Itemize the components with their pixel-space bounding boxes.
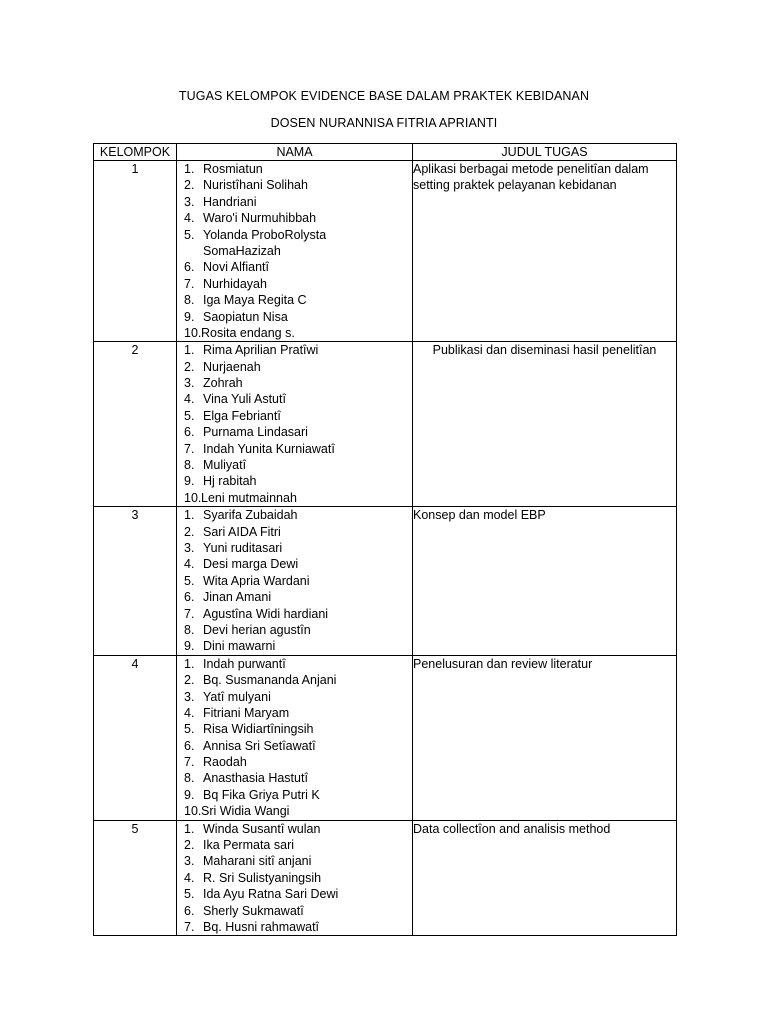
member-item (177, 589, 412, 605)
member-number: 5. (184, 722, 195, 737)
kelompok-number: 3 (94, 507, 177, 656)
judul-tugas: Penelusuran dan review literatur (413, 655, 677, 820)
member-name: Risa Widiartȋningsih (203, 722, 314, 737)
member-name: Devi herian agustȋn (203, 622, 311, 637)
kelompok-number: 4 (94, 655, 177, 820)
member-number: 8. (184, 771, 195, 786)
member-number: 3. (184, 854, 195, 869)
member-number: 3. (184, 540, 195, 555)
member-number: 6. (184, 903, 195, 918)
member-item (177, 638, 412, 654)
member-item (177, 210, 412, 226)
kelompok-number: 2 (94, 342, 177, 507)
member-name: Annisa Sri Setȋawatȋ (203, 738, 316, 753)
member-name: Iga Maya Regita C (203, 293, 307, 308)
member-item (177, 359, 412, 375)
member-item (177, 292, 412, 308)
member-name: Indah purwantȋ (203, 656, 286, 671)
member-item (177, 177, 412, 193)
member-item (177, 803, 412, 819)
member-number: 10. (184, 804, 202, 819)
member-item (177, 870, 412, 886)
member-item (177, 227, 412, 243)
member-item (177, 656, 412, 672)
member-number: 4. (184, 705, 195, 720)
member-number: 2. (184, 178, 195, 193)
member-name: Rosmiatun (203, 162, 263, 176)
member-number: 9. (184, 474, 195, 489)
group-row (94, 342, 677, 507)
member-name: Saopiatun Nisa (203, 309, 288, 324)
member-item (177, 490, 412, 506)
member-name: Bq Fika Griya Putri K (203, 787, 320, 802)
header-kelompok: KELOMPOK (94, 144, 177, 161)
member-number: 1. (184, 343, 195, 358)
member-name: Winda Susantȋ wulan (203, 821, 321, 836)
group-row (94, 655, 677, 820)
member-number: 7. (184, 919, 195, 934)
member-name: Handriani (203, 194, 257, 209)
header-judul: JUDUL TUGAS (413, 144, 677, 161)
member-name: Leni mutmainnah (201, 490, 297, 505)
member-name: Purnama Lindasari (203, 425, 308, 440)
member-number: 6. (184, 260, 195, 275)
member-list-cell (177, 655, 413, 820)
member-number: 1. (184, 821, 195, 836)
member-number: 5. (184, 887, 195, 902)
group-row (94, 161, 677, 342)
member-item (177, 738, 412, 754)
member-item (177, 473, 412, 489)
member-number: 4. (184, 870, 195, 885)
member-name: Nuristȋhani Solihah (203, 178, 308, 193)
member-name: Zohrah (203, 376, 243, 391)
document-subtitle: DOSEN NURANNISA FITRIA APRIANTI (270, 116, 498, 130)
member-number: 6. (184, 425, 195, 440)
member-name: Novi Alfiantȋ (203, 260, 270, 275)
member-number: 3. (184, 376, 195, 391)
member-item (177, 721, 412, 737)
member-item (177, 622, 412, 638)
member-name: Indah Yunita Kurniawatȋ (203, 441, 335, 456)
member-item (177, 375, 412, 391)
member-name: Ika Permata sari (203, 838, 295, 853)
member-number: 2. (184, 359, 195, 374)
member-item (177, 342, 412, 358)
member-item (177, 770, 412, 786)
member-number: 3. (184, 689, 195, 704)
member-name: Anasthasia Hastutȋ (203, 771, 308, 786)
member-number: 5. (184, 227, 195, 242)
member-number: 9. (184, 639, 195, 654)
kelompok-number: 1 (94, 161, 177, 342)
member-number: 5. (184, 573, 195, 588)
member-item (177, 276, 412, 292)
member-number: 9. (184, 787, 195, 802)
judul-tugas: Konsep dan model EBP (413, 507, 677, 656)
judul-tugas: Data collectȋon and analisis method (413, 820, 677, 936)
header-nama: NAMA (177, 144, 413, 161)
member-name: SomaHazizah (203, 243, 281, 258)
member-number: 10. (184, 490, 202, 505)
member-name: Syarifa Zubaidah (203, 508, 298, 523)
member-number: 1. (184, 508, 195, 523)
member-name: Wita Apria Wardani (203, 573, 310, 588)
member-number: 7. (184, 441, 195, 456)
member-number: 8. (184, 458, 195, 473)
kelompok-number: 5 (94, 820, 177, 936)
member-item (177, 821, 412, 837)
member-list-cell (177, 342, 413, 507)
member-item (177, 391, 412, 407)
member-name: Yuni ruditasari (203, 540, 283, 555)
member-name: Sari AIDA Fitri (203, 524, 281, 539)
member-number: 3. (184, 194, 195, 209)
member-item (177, 424, 412, 440)
member-item (177, 754, 412, 770)
member-number: 4. (184, 392, 195, 407)
member-item (177, 309, 412, 325)
member-number: 5. (184, 408, 195, 423)
member-list-cell (177, 161, 413, 342)
member-item (177, 457, 412, 473)
group-row (94, 820, 677, 936)
member-list-cell (177, 820, 413, 936)
member-name: Desi marga Dewi (203, 557, 299, 572)
member-number: 7. (184, 276, 195, 291)
member-number: 2. (184, 524, 195, 539)
member-item (177, 672, 412, 688)
member-number: 7. (184, 606, 195, 621)
member-name: Sri Widia Wangi (201, 804, 290, 819)
member-number: 2. (184, 673, 195, 688)
member-name: Vina Yuli Astutȋ (203, 392, 286, 407)
member-number: 7. (184, 755, 195, 770)
member-item (177, 507, 412, 523)
member-name: Muliyatȋ (203, 458, 247, 473)
member-name: Sherly Sukmawatȋ (203, 903, 304, 918)
document-title: TUGAS KELOMPOK EVIDENCE BASE DALAM PRAKTEK KEBIDANAN (178, 89, 590, 103)
member-item (177, 919, 412, 935)
member-name: Elga Febriantȋ (203, 408, 281, 423)
member-item (177, 408, 412, 424)
member-item (177, 161, 412, 177)
member-item (177, 259, 412, 275)
member-number: 4. (184, 557, 195, 572)
member-name: Rima Aprilian Pratȋwi (203, 343, 319, 358)
member-name: Jinan Amani (203, 590, 272, 605)
member-name: Nurjaenah (203, 359, 261, 374)
header-row (94, 144, 677, 161)
member-name: Waro'i Nurmuhibbah (203, 211, 317, 226)
member-number: 6. (184, 738, 195, 753)
member-item (177, 689, 412, 705)
member-item (177, 837, 412, 853)
member-item (177, 787, 412, 803)
member-name: Dini mawarni (203, 639, 276, 654)
member-item (177, 903, 412, 919)
member-name: Rosita endang s. (201, 325, 295, 340)
member-list-cell (177, 507, 413, 656)
group-row (94, 507, 677, 656)
member-number: 1. (184, 656, 195, 671)
member-name: Agustȋna Widi hardiani (203, 606, 329, 621)
member-item (177, 540, 412, 556)
member-name: Maharani sitȋ anjani (203, 854, 312, 869)
member-item (177, 524, 412, 540)
member-number: 4. (184, 211, 195, 226)
member-name: Bq. Susmananda Anjani (203, 673, 337, 688)
assignment-table (93, 143, 677, 936)
member-name: Nurhidayah (203, 276, 267, 291)
member-name: R. Sri Sulistyaningsih (203, 870, 322, 885)
member-number: 9. (184, 309, 195, 324)
member-name: Yolanda ProboRolysta (203, 227, 327, 242)
member-name: Bq. Husni rahmawatȋ (203, 919, 320, 934)
member-name: Raodah (203, 755, 247, 770)
member-number: 10. (184, 325, 202, 340)
member-item (177, 705, 412, 721)
member-item (177, 325, 412, 341)
member-item (177, 573, 412, 589)
member-name: Yatȋ mulyani (203, 689, 271, 704)
judul-tugas: Publikasi dan diseminasi hasil penelitȋan (413, 342, 677, 507)
member-number: 2. (184, 838, 195, 853)
member-name: Ida Ayu Ratna Sari Dewi (203, 887, 339, 902)
member-number: 6. (184, 590, 195, 605)
member-item (177, 886, 412, 902)
member-number: 1. (184, 162, 195, 176)
member-item (177, 606, 412, 622)
member-item (177, 243, 412, 259)
member-item (177, 556, 412, 572)
member-name: Fitriani Maryam (203, 705, 290, 720)
member-item (177, 194, 412, 210)
member-item (177, 441, 412, 457)
judul-tugas: Aplikasi berbagai metode penelitȋan dalam setting praktek pelayanan kebidanan (413, 161, 677, 342)
member-number: 8. (184, 622, 195, 637)
member-name: Hj rabitah (203, 474, 257, 489)
member-number: 8. (184, 293, 195, 308)
member-item (177, 853, 412, 869)
